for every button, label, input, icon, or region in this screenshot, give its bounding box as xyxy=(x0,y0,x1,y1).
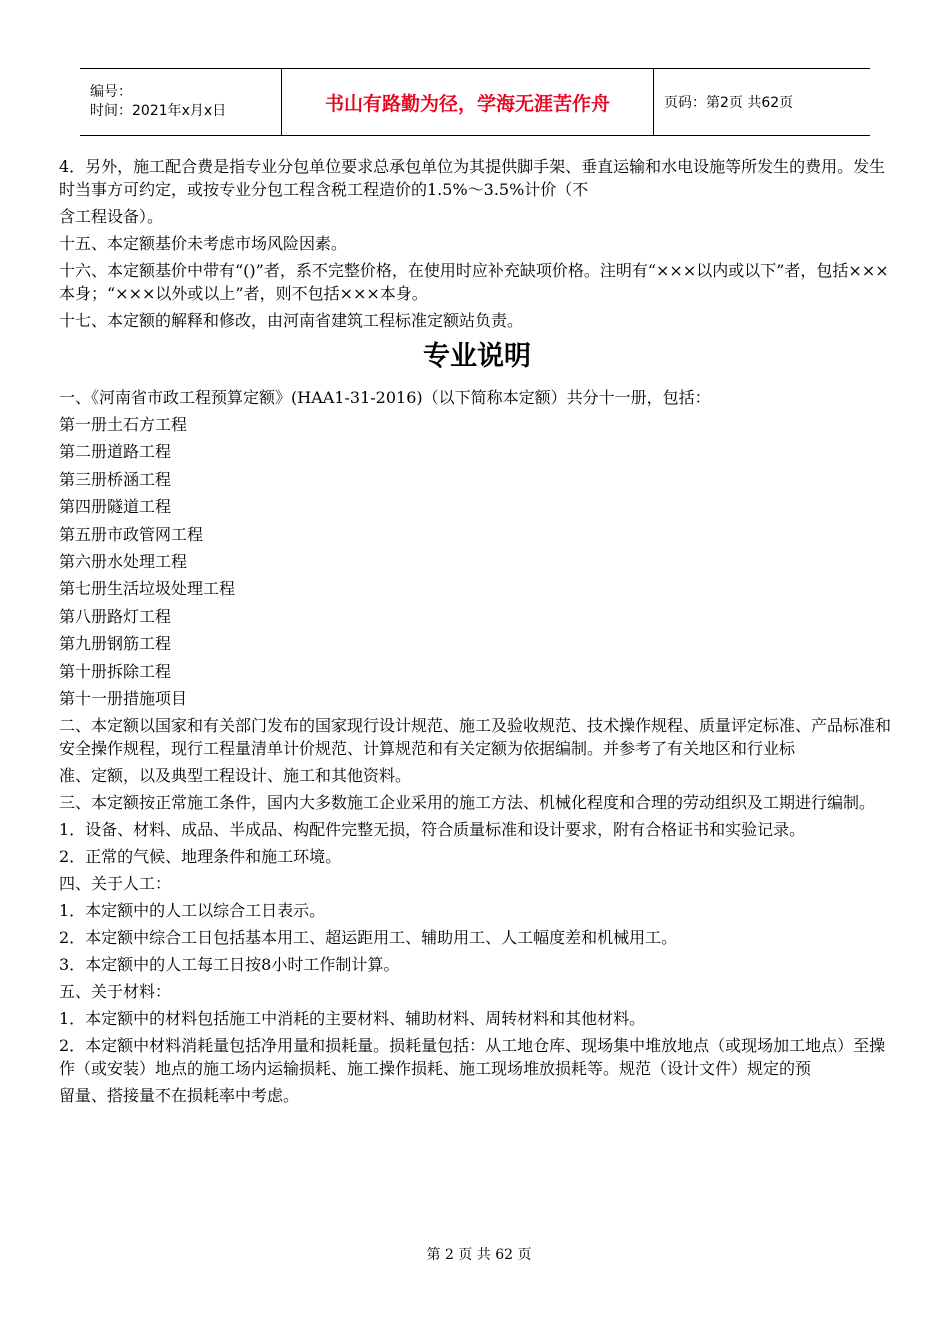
volume-item: 第十册拆除工程 xyxy=(59,661,172,681)
volume-item: 第六册水处理工程 xyxy=(59,551,188,571)
page-footer xyxy=(0,1244,950,1264)
volume-item: 第四册隧道工程 xyxy=(59,497,172,517)
volume-item: 第一册土石方工程 xyxy=(59,415,188,434)
footer-page-number: 第 2 页 共 62 页 xyxy=(426,1247,532,1263)
paragraph: 2．本定额中材料消耗量包括净用量和损耗量。损耗量包括：从工地仓库、现场集中堆放地点（或现场加工地点）至操作（或安装）地点的施工场内运输损耗、施工操作损耗、施工现场堆放损耗等。规范（设计文件）规定的预 xyxy=(59,1036,886,1079)
paragraph: 十七、本定额的解释和修改，由河南省建筑工程标准定额站负责。 xyxy=(59,311,524,330)
paragraph: 五、关于材料： xyxy=(59,982,172,1002)
section-title: 专业说明 xyxy=(423,341,531,372)
paragraph: 留量、搭接量不在损耗率中考虑。 xyxy=(59,1086,300,1106)
paragraph: 十六、本定额基价中带有“()”者，系不完整价格，在使用时应补充缺项价格。注明有“×××以内或以下”者，包括×××本身；“×××以外或以上”者，则不包括×××本身。 xyxy=(59,261,889,303)
volume-item: 第九册钢筋工程 xyxy=(59,634,172,654)
paragraph: 1．设备、材料、成品、半成品、构配件完整无损，符合质量标准和设计要求，附有合格证书和实验记录。 xyxy=(59,820,806,840)
paragraph: 1．本定额中的人工以综合工日表示。 xyxy=(59,901,326,921)
document-body xyxy=(59,155,895,1111)
paragraph: 3．本定额中的人工每工日按8小时工作制计算。 xyxy=(59,955,400,975)
paragraph: 准、定额，以及典型工程设计、施工和其他资料。 xyxy=(59,766,412,786)
intro-paragraph: 一、《河南省市政工程预算定额》(HAA1-31-2016)（以下简称本定额）共分十一册，包括： xyxy=(59,388,711,407)
header-motto: 书山有路勤为径，学海无涯苦作舟 xyxy=(282,69,654,135)
header-meta xyxy=(80,69,282,135)
volume-item: 第十一册措施项目 xyxy=(59,688,188,708)
header-page-label: 页码：第2页 共62页 xyxy=(664,95,794,111)
paragraph: 三、本定额按正常施工条件，国内大多数施工企业采用的施工方法、机械化程度和合理的劳动组织及工期进行编制。 xyxy=(59,793,876,813)
volume-item: 第八册路灯工程 xyxy=(59,606,172,626)
paragraph: 二、本定额以国家和有关部门发布的国家现行设计规范、施工及验收规范、技术操作规程、质量评定标准、产品标准和安全操作规程，现行工程量清单计价规范、计算规范和有关定额为依据编制。并参考了有关地区和行业标 xyxy=(59,716,892,759)
paragraph: 含工程设备）。 xyxy=(59,207,164,226)
volume-item: 第三册桥涵工程 xyxy=(59,469,172,489)
paragraph: 2．本定额中综合工日包括基本用工、超运距用工、辅助用工、人工幅度差和机械用工。 xyxy=(59,928,678,948)
paragraph: 2．正常的气候、地理条件和施工环境。 xyxy=(59,847,342,867)
paragraph: 4．另外，施工配合费是指专业分包单位要求总承包单位为其提供脚手架、垂直运输和水电设施等所发生的费用。发生时当事方可约定，或按专业分包工程含税工程造价的1.5%～3.5%计价（不 xyxy=(59,157,886,199)
document-header xyxy=(80,68,870,136)
document-number-label: 编号： xyxy=(90,84,132,100)
paragraph: 十五、本定额基价未考虑市场风险因素。 xyxy=(59,234,348,253)
paragraph: 1．本定额中的材料包括施工中消耗的主要材料、辅助材料、周转材料和其他材料。 xyxy=(59,1009,646,1029)
paragraph: 四、关于人工： xyxy=(59,874,172,894)
volume-item: 第五册市政管网工程 xyxy=(59,524,204,544)
volume-item: 第二册道路工程 xyxy=(59,442,172,462)
document-time-label: 时间：2021年x月x日 xyxy=(90,103,227,119)
volume-item: 第七册生活垃圾处理工程 xyxy=(59,579,236,599)
